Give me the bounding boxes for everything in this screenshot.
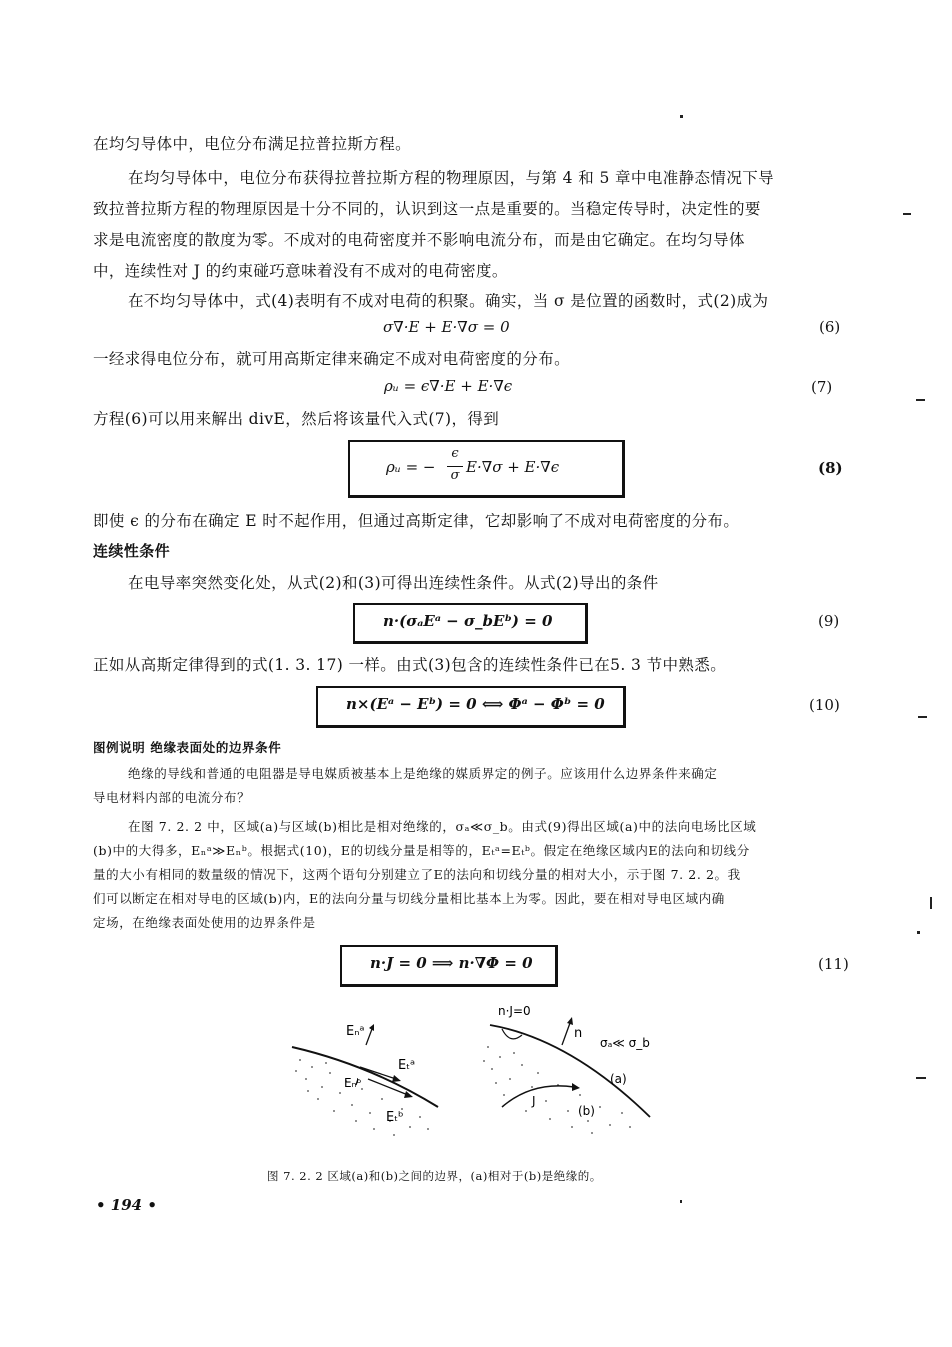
label-region-b: (b) [578, 1104, 595, 1118]
equation-8-fraction-denominator: σ [450, 468, 460, 483]
equation-8-rhs: E·∇σ + E·∇ϵ [466, 458, 560, 476]
scan-speck [916, 399, 925, 401]
figure-7-2-2 [270, 995, 670, 1145]
paragraph-line: 在电导率突然变化处，从式(2)和(3)可得出连续性条件。从式(2)导出的条件 [128, 574, 659, 592]
example-heading: 图例说明 绝缘表面处的边界条件 [93, 740, 282, 755]
equation-11: n·J = 0 ⟹ n·∇Φ = 0 [370, 954, 533, 972]
paragraph-line: 在均匀导体中，电位分布满足拉普拉斯方程。 [93, 135, 412, 153]
equation-10: n×(Eᵃ − Eᵇ) = 0 ⟺ Φᵃ − Φᵇ = 0 [346, 695, 605, 713]
small-text-line: 们可以断定在相对导电的区域(b)内，E的法向分量与切线分量相比基本上为零。因此，要在相对导电区域内确 [93, 891, 725, 906]
section-heading: 连续性条件 [93, 542, 171, 560]
left-boundary-panel [292, 1024, 438, 1136]
paragraph-line: 在均匀导体中，电位分布获得拉普拉斯方程的物理原因，与第 4 和 5 章中电准静态情况下导 [128, 169, 775, 187]
small-text-line: 绝缘的导线和普通的电阻器是导电媒质被基本上是绝缘的媒质界定的例子。应该用什么边界条件来确定 [128, 766, 718, 781]
label-n: n [574, 1026, 583, 1041]
paragraph-line: 中，连续性对 J 的约束碰巧意味着没有不成对的电荷密度。 [93, 262, 508, 280]
paragraph-line: 正如从高斯定律得到的式(1. 3. 17) 一样。由式(3)包含的连续性条件已在5. 3 节中熟悉。 [93, 656, 727, 674]
scan-speck [917, 931, 920, 934]
scan-speck [903, 213, 911, 215]
small-text-line: 量的大小有相同的数量级的情况下，这两个语句分别建立了E的法向和切线分量的相对大小，示于图 7. 2. 2。我 [93, 867, 741, 882]
small-text-line: 定场，在绝缘表面处使用的边界条件是 [93, 915, 316, 930]
paragraph-line: 求是电流密度的散度为零。不成对的电荷密度并不影响电流分布，而是由它确定。在均匀导体 [93, 231, 745, 249]
equation-9-number: (9) [818, 612, 840, 630]
arrowhead [392, 1075, 401, 1082]
label-n-dot-J-zero: n·J=0 [498, 1004, 531, 1018]
arrowhead [572, 1083, 580, 1091]
equation-6: σ∇·E + E·∇σ = 0 [383, 318, 510, 336]
paragraph-line: 在不均匀导体中，式(4)表明有不成对电荷的积聚。确实，当 σ 是位置的函数时，式(2)成为 [128, 292, 769, 310]
paragraph-line: 即使 ϵ 的分布在确定 E 时不起作用，但通过高斯定律，它却影响了不成对电荷密度的分布。 [93, 512, 740, 530]
label-region-a: (a) [610, 1072, 627, 1086]
equation-8-fraction-numerator: ϵ [451, 446, 459, 461]
equation-6-number: (6) [819, 318, 841, 336]
tangential-field-a-arrow [360, 1067, 396, 1079]
equation-10-number: (10) [809, 696, 840, 714]
paragraph-line: 方程(6)可以用来解出 divE，然后将该量代入式(7)，得到 [93, 410, 500, 428]
small-text-line: 在图 7. 2. 2 中，区域(a)与区域(b)相比是相对绝缘的，σₐ≪σ_b。由式(9)得出区域(a)中的法向电场比区域 [128, 819, 757, 834]
current-density-arrow [502, 1086, 574, 1107]
label-En-a: Eₙᵃ [346, 1024, 365, 1039]
scan-speck [918, 716, 927, 718]
stipple-region-b [483, 1046, 631, 1134]
equation-8-lhs: ρᵤ = − [386, 458, 436, 476]
small-text-line: 导电材料内部的电流分布？ [93, 790, 251, 805]
fraction-bar [447, 466, 463, 467]
equation-7: ρᵤ = ϵ∇·E + E·∇ϵ [384, 377, 513, 395]
label-Et-a: Eₜᵃ [398, 1058, 416, 1073]
right-boundary-panel [483, 1004, 650, 1134]
scan-speck [930, 897, 932, 909]
page-number: • 194 • [96, 1196, 157, 1214]
label-conductivity-relation: σₐ≪ σ_b [600, 1036, 650, 1050]
label-J: J [532, 1094, 536, 1108]
equation-11-number: (11) [818, 955, 849, 973]
normal-vector-arrow [562, 1023, 570, 1045]
paragraph-line: 致拉普拉斯方程的物理原因是十分不同的，认识到这一点是重要的。当稳定传导时，决定性的要 [93, 200, 761, 218]
paragraph-line: 一经求得电位分布，就可用高斯定律来确定不成对电荷密度的分布。 [93, 350, 571, 368]
equation-9: n·(σₐEᵃ − σ_bEᵇ) = 0 [383, 612, 553, 630]
arrowhead [567, 1017, 573, 1025]
normal-field-a-arrow [366, 1029, 372, 1045]
equation-7-number: (7) [811, 378, 833, 396]
small-text-line: (b)中的大得多，Eₙᵃ≫Eₙᵇ。根据式(10)，E的切线分量是相等的，Eₜᵃ=Eₜᵇ。假定在绝缘区域内E的法向和切线分 [93, 843, 750, 858]
scan-speck [680, 1200, 682, 1203]
scan-speck [916, 1077, 926, 1079]
scan-speck [680, 115, 683, 118]
label-Et-b: Eₜᵇ [386, 1110, 404, 1125]
figure-caption: 图 7. 2. 2 区域(a)和(b)之间的边界，(a)相对于(b)是绝缘的。 [267, 1169, 602, 1183]
equation-8-number: (8) [818, 459, 843, 477]
boundary-curve [292, 1047, 438, 1107]
label-En-b: Eₙᵇ [344, 1076, 362, 1090]
